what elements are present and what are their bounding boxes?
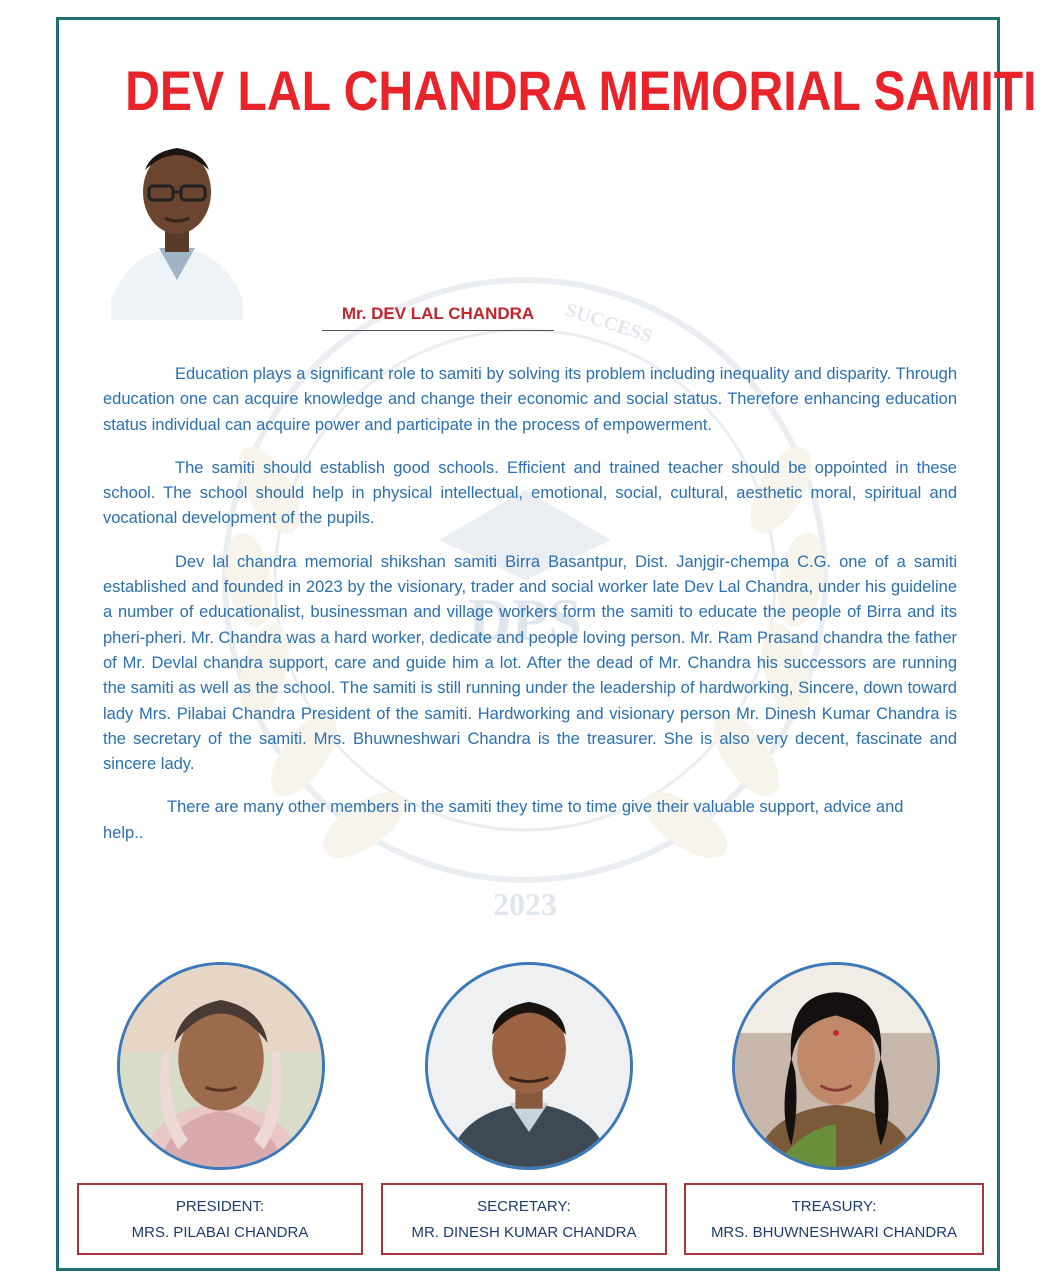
- watermark-initials: DPS: [468, 587, 582, 653]
- body-text: [103, 362, 957, 864]
- paragraph-2: The samiti should establish good schools. Efficient and trained teacher should be oppointed in these school. The school should help in physical intellectual, emotional, social, cultural, aesthetic moral, spiritual and vocational development of the pupils.: [103, 458, 957, 528]
- watermark-year: 2023: [493, 886, 557, 922]
- secretary-photo: [425, 962, 633, 1170]
- president-name: MRS. PILABAI CHANDRA: [131, 1224, 309, 1241]
- founder-name: Mr. DEV LAL CHANDRA: [322, 304, 554, 331]
- treasurer-photo: [732, 962, 940, 1170]
- page-title: DEV LAL CHANDRA MEMORIAL SAMITI: [125, 59, 1037, 122]
- paragraph-3: Dev lal chandra memorial shikshan samiti Birra Basantpur, Dist. Janjgir-chempa C.G. one of a samiti established and founded in 2023 by the visionary, trader and social worker late Dev Lal Chandra, under his guideline a number of educationalist, businessman and village workers form the samiti to educate the people of Birra and its pheri-pheri. Mr. Chandra was a hard worker, dedicate and people loving person. Mr. Ram Prasand chandra the father of Mr. Devlal chandra support, care and guide him a lot. After the dead of Mr. Chandra his successors are running the samiti as well as the school. The samiti is still running under the leadership of hardworking, Sincere, down toward lady Mrs. Pilabai Chandra President of the samiti. Hardworking and visionary person Mr. Dinesh Kumar Chandra is the secretary of the samiti. Mrs. Bhuwneshwari Chandra is the treasurer. She is also very decent, fascinate and sincere lady.: [103, 552, 957, 774]
- watermark-motto: SUCCESS: [562, 298, 655, 348]
- secretary-card: [381, 1183, 667, 1255]
- secretary-role: SECRETARY:: [477, 1198, 571, 1215]
- secretary-name: MR. DINESH KUMAR CHANDRA: [411, 1224, 637, 1241]
- treasurer-name: MRS. BHUWNESHWARI CHANDRA: [710, 1224, 958, 1241]
- founder-photo: [111, 130, 243, 320]
- president-photo: [117, 962, 325, 1170]
- treasurer-role: TREASURY:: [791, 1198, 877, 1215]
- page-frame: [56, 17, 1037, 1271]
- president-role: PRESIDENT:: [175, 1198, 265, 1215]
- paragraph-1: Education plays a significant role to samiti by solving its problem including inequality and disparity. Through education one can acquire knowledge and change their economic and social status. Therefore enhancing education status individual can acquire power and participate in the process of empowerment.: [103, 365, 957, 434]
- president-card: [77, 1183, 363, 1255]
- treasurer-card: [684, 1183, 984, 1255]
- paragraph-4: There are many other members in the samiti they time to time give their valuable support, advice and help..: [103, 798, 904, 842]
